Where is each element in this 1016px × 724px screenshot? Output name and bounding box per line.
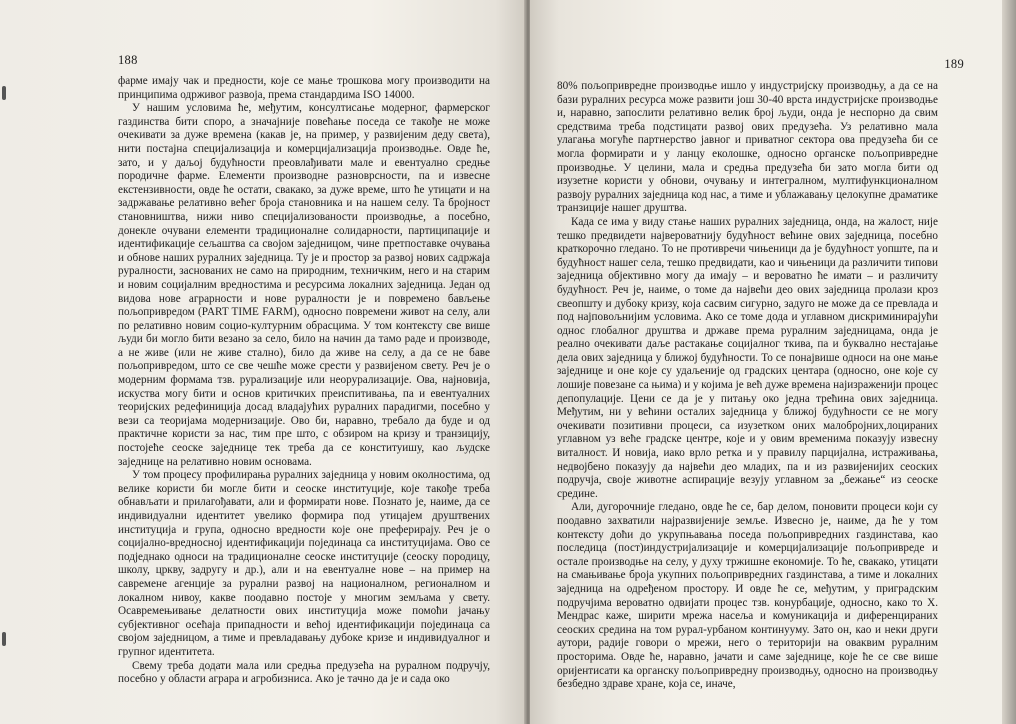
binding-mark [2, 86, 6, 100]
page-edge [1002, 0, 1016, 724]
page-number-right: 189 [944, 57, 964, 71]
paragraph: У нашим условима ће, међутим, консултисање модерног, фармерског газдинства бити споро, а значајније повећање поседа се такође не може очекивати за дуже времена (какав је, на пример, у развијеним деду света), нити постајна специјализација и комерцијализација производње. Овде ће, зато, и у даљој будућности преовлађивати мале и евентуално средње породичне фарме. Елементи производне разноврсности, па и извесне екстензивности, овде ће остати, свакако, за дуже време, што ће утицати и на задржавање релативно већег броја становника и на нашем селу. Та бројност становништва, нижи ниво специјализованости производње, а посебно, донекле очувани елементи традиционалне солидарности, партиципације и идентификације сељаштва са својом заједницом, чине претпоставке очувања и обнове наших руралних заједница. Ту је и простор за развој нових садржаја руралности, заснованих не само на природним, техничким, него и на старим и новим социјалним вредностима и ресурсима локалних заједница. Један од видова нове аграрности и нове руралности је и повремено бављење пољопривредом (PART TIME FARM), односно повремени живот на селу, али по релативно новим социо-културним обрасцима. У том контексту све више људи би могло бити везано за село, било на начин да тамо раде и производе, а не живе (или не живе стално), било да живе на селу, а да се не баве пољопривредом, што се све чешће може срести у развијеном свету. Реч је о модерним формама тзв. рурализације или неорурализације. Ова, најновија, искуства могу бити и основ критичких преиспитивања, па и евентуалних теоријских редефиниција досад владајућих руралних парадигми, посебно у вези са теоријама модернизације. Ово би, наравно, требало да буде и од практичне користи за нас, тим пре што, с обзиром на кризу и транзицију, постојеће сеоске заједнице тек треба да се конституишу, као људске заједнице на релативно новим основама. [118, 102, 490, 468]
page-number-left: 188 [118, 53, 138, 67]
paragraph: 80% пољопривредне производње ишло у индустријску производњу, а да се на бази руралних ресурса може развити још 30-40 врста индустријске производње и, наравно, запослити релативно велик број људи, онда је неспорно да свим средствима треба подстицати развој ових предузећа. Уз релативно мала улагања могуће партнерство јавног и приватног сектора ова предузећа би се могла формирати и у ланцу еколошке, односно органске пољопривредне производње. У целини, мала и средња предузећа би зато могла бити од изузетне користи у обнови, очувању и интегралном, мултифункционалном развоју руралних заједница код нас, а тиме и ублажавању целокупне драматике транзиције нашег друштва. [557, 80, 938, 215]
paragraph: Када се има у виду стање наших руралних заједница, онда, на жалост, није тешко предвидети највероватнију будућност већине ових заједница, посебно краткорочно гледано. То не противречи чињеници да је будућност уопште, па и будућност нашег села, тешко предвидати, као и чињеници да различити типови заједница објективно могу да имају – и вероватно ће имати – и различиту будућност. Реч је, наиме, о томе да највећи део ових заједница пролази кроз свеопшту и дубоку кризу, која сасвим сигурно, задуго не може да се превлада и под најповољнијим условима. Ако се томе дода и углавном дискриминирајући однос глобалног друштва и државе према руралним заједницама, онда је реално очекивати даље растакање социјалног ткива, па и буквално нестајање дела ових заједница у ближој будућности. То се понајвише односи на оне мање заједнице и оне које су удаљеније од градских центара (односно, оне које су лошије повезане са њима) и у којима је већ дуже времена најизраженији процес депопулације. Цени се да је у питању око једна трећина ових заједница. Међутим, ни у већини осталих заједница у ближој будућности се не могу очекивати позитивни процеси, са изузетком оних малобројних,лоцираних углавном уз веће градске центре, које и у овим временима показују извесну виталност. И новија, иако врло ретка и у правилу парцијална, истраживања, недвојбено показују да највећи део младих, па и из развијенијих сеоских подручја, своје животне аспирације везују углавном за „бежање“ из сеоске средине. [557, 215, 938, 500]
right-page-body [557, 80, 938, 692]
binding-mark [2, 632, 6, 646]
right-page [530, 0, 1016, 724]
paragraph: Свему треба додати мала или средња предузећа на руралном подручју, посебно у области аграра и агробизниса. Ако је тачно да је и сада око [118, 659, 490, 686]
paragraph: Али, дугорочније гледано, овде ће се, бар делом, поновити процеси који су поодавно захватили најразвијеније земље. Извесно је, наиме, да ће у том контексту доћи до укрупњавања поседа пољопривредних газдинстава, као последица (пост)индустријализације и комерцијализације пољопривреде и остале производње на селу, у духу тржишне економије. То ће, свакако, утицати на смањивање броја укупних пољопривредних газдинстава, а тиме и локалних заједница на одређеном простору. И овде ће се, међутим, у приградским подручјима вероватно одвијати процес тзв. конурбације, односно, како то Х. Мендрас каже, ширити мрежа насеља и комуникација и диференцираних сеоских средина на том рурал-урбаном континууму. Зато он, као и неки други аутори, радије говори о мрежи, него о територији на оваквим руралним просторима. Овде ће, наравно, јачати и саме заједнице, које ће се све више оријентисати ка органску пољопривредну производњу, односно на производњу безбедно здраве хране, која се, иначе, [557, 501, 938, 691]
paragraph: фарме имају чак и предности, које се мање трошкова могу производити на принципима одрживог развоја, према стандардима ISO 14000. [118, 75, 490, 101]
left-page-body [118, 75, 490, 687]
paragraph: У том процесу профилирања руралних заједница у новим околностима, од велике користи би могле бити и сеоске институције, које такође треба обнављати и прилагођавати, али и формирати нове. Познато је, наиме, да се индивидуални идентитет увелико формира под утицајем друштвених институција и група, односно вредности које оне преферирају. Реч је о социјално-вредносној идентификацији појединаца са институцијама. Ово се подједнако односи на традиционалне сеоске институције (сеоску породицу, школу, цркву, задругу и др.), али и на евентуалне нове – на пример на савремене агенције за рурални развој на националном, регионалном и локалном нивоу, какве поодавно постоје у многим земљама у свету. Осавремењивање делатности ових институција може помоћи јачању субјективног осећаја припадности и већој идентификацији појединаца са својом заједницом, а тиме и превладавању дубоке кризе и индивидуалног и групног идентитета. [118, 469, 490, 658]
